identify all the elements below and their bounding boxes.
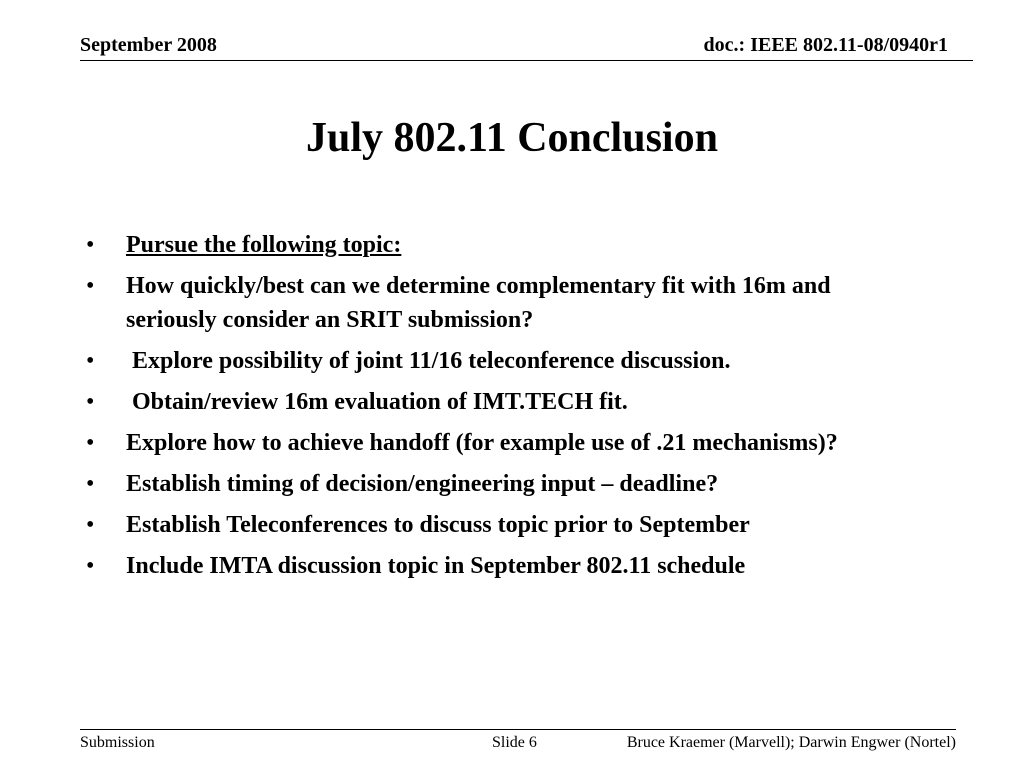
- footer-rule: [80, 729, 956, 730]
- bullet-marker: •: [86, 430, 95, 456]
- bullet-marker: •: [86, 553, 95, 579]
- footer-slide-number: Slide 6: [492, 734, 537, 751]
- bullet-text: Establish Teleconferences to discuss topic prior to September: [126, 512, 750, 538]
- bullet-item: [86, 228, 926, 262]
- slide-title: July 802.11 Conclusion: [306, 115, 718, 161]
- bullet-marker: •: [86, 389, 95, 415]
- bullet-text: Pursue the following topic:: [126, 232, 402, 258]
- bullet-item: [86, 344, 926, 378]
- header-doc-number: doc.: IEEE 802.11-08/0940r1: [703, 34, 948, 56]
- bullet-marker: •: [86, 232, 95, 258]
- bullet-item: [86, 269, 926, 337]
- bullet-item: [86, 385, 926, 419]
- bullet-list: [86, 228, 926, 590]
- footer-submission: Submission: [80, 734, 155, 751]
- bullet-text: How quickly/best can we determine complementary fit with 16m and seriously consider an SRIT submission?: [126, 273, 831, 333]
- bullet-item: [86, 508, 926, 542]
- bullet-text: Explore possibility of joint 11/16 teleconference discussion.: [126, 348, 731, 374]
- bullet-item: [86, 467, 926, 501]
- bullet-item: [86, 549, 926, 583]
- bullet-marker: •: [86, 348, 95, 374]
- bullet-text: Establish timing of decision/engineering input – deadline?: [126, 471, 719, 497]
- header-date: September 2008: [80, 34, 217, 56]
- header-rule: [80, 60, 973, 61]
- bullet-text: Explore how to achieve handoff (for example use of .21 mechanisms)?: [126, 430, 838, 456]
- bullet-text: Obtain/review 16m evaluation of IMT.TECH fit.: [126, 389, 628, 415]
- bullet-text: Include IMTA discussion topic in September 802.11 schedule: [126, 553, 746, 579]
- bullet-item: [86, 426, 926, 460]
- bullet-marker: •: [86, 273, 95, 299]
- bullet-marker: •: [86, 471, 95, 497]
- footer-authors: Bruce Kraemer (Marvell); Darwin Engwer (Nortel): [626, 734, 956, 751]
- bullet-marker: •: [86, 512, 95, 538]
